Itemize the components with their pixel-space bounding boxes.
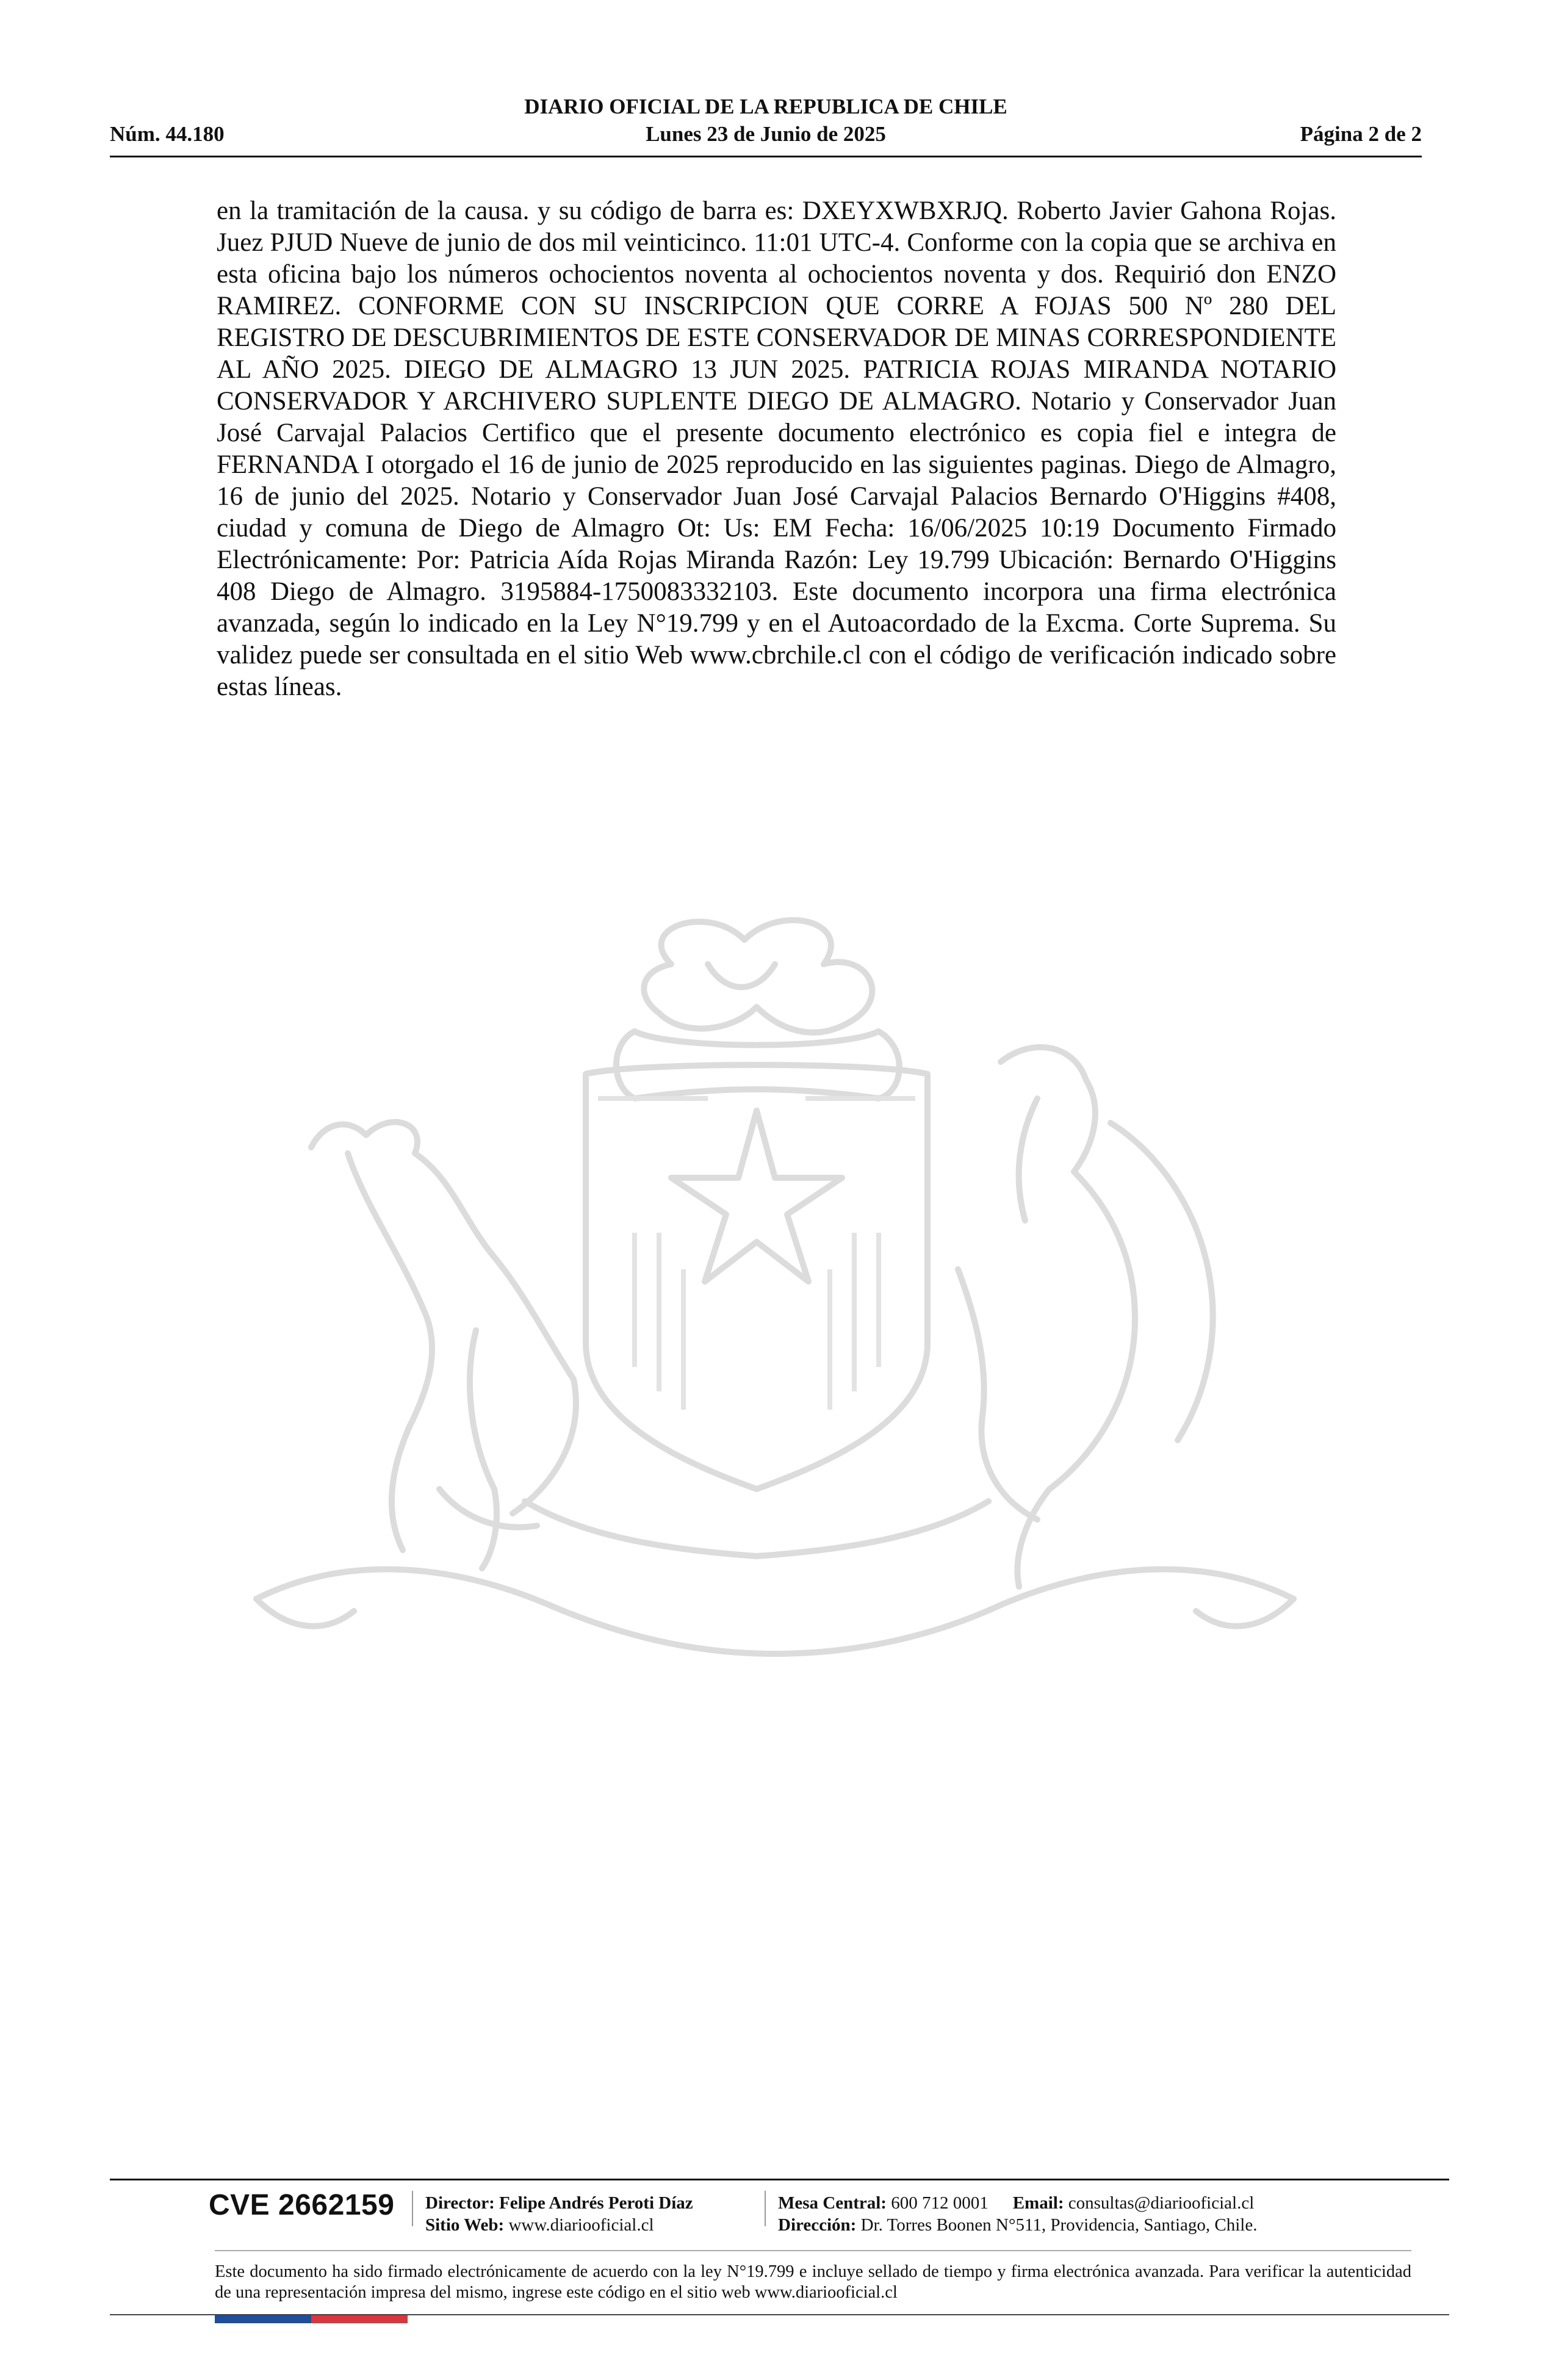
footer-separator <box>765 2191 766 2226</box>
mesa-phone: 600 712 0001 <box>891 2193 989 2213</box>
address-line <box>778 2214 1257 2236</box>
footer-director-column <box>425 2192 693 2236</box>
address-value: Dr. Torres Boonen N°511, Providencia, Santiago, Chile. <box>860 2215 1258 2235</box>
document-body-text: en la tramitación de la causa. y su código de barra es: DXEYXWBXRJQ. Roberto Javier Gahona Rojas. Juez PJUD Nueve de junio de dos mil veinticinco. 11:01 UTC-4. Conforme con la copia que se archiva en esta oficina bajo los números ochocientos noventa al ochocientos noventa y dos. Requirió don ENZO RAMIREZ. CONFORME CON SU INSCRIPCION QUE CORRE A FOJAS 500 Nº 280 DEL REGISTRO DE DESCUBRIMIENTOS DE ESTE CONSERVADOR DE MINAS CORRESPONDIENTE AL AÑO 2025. DIEGO DE ALMAGRO 13 JUN 2025. PATRICIA ROJAS MIRANDA NOTARIO CONSERVADOR Y ARCHIVERO SUPLENTE DIEGO DE ALMAGRO. Notario y Conservador Juan José Carvajal Palacios Certifico que el presente documento electrónico es copia fiel e integra de FERNANDA I otorgado el 16 de junio de 2025 reproducido en las siguientes paginas. Diego de Almagro, 16 de junio del 2025. Notario y Conservador Juan José Carvajal Palacios Bernardo O'Higgins #408, ciudad y comuna de Diego de Almagro Ot: Us: EM Fecha: 16/06/2025 10:19 Documento Firmado Electrónicamente: Por: Patricia Aída Rojas Miranda Razón: Ley 19.799 Ubicación: Bernardo O'Higgins 408 Diego de Almagro. 3195884-1750083332103. Este documento incorpora una firma electrónica avanzada, según lo indicado en la Ley N°19.799 y en el Autoacordado de la Excma. Corte Suprema. Su validez puede ser consultada en el sitio Web www.cbrchile.cl con el código de verificación indicado sobre estas líneas. <box>217 197 1336 701</box>
mesa-label: Mesa Central: <box>778 2193 887 2213</box>
header-info-row <box>110 122 1422 150</box>
contact-line <box>778 2192 1257 2214</box>
coat-of-arms-watermark-icon <box>207 891 1349 1697</box>
footer-top-divider <box>110 2179 1449 2180</box>
address-label: Dirección: <box>778 2215 857 2235</box>
footer-contact-column <box>778 2192 1257 2236</box>
header-divider <box>110 156 1422 157</box>
director-name: Felipe Andrés Peroti Díaz <box>499 2193 693 2213</box>
page-footer <box>110 2179 1449 2331</box>
footer-mid-divider <box>215 2250 1411 2251</box>
issue-number: Núm. 44.180 <box>110 122 225 146</box>
email-label: Email: <box>1012 2193 1064 2213</box>
director-line <box>425 2192 693 2214</box>
gazette-title: DIARIO OFICIAL DE LA REPUBLICA DE CHILE <box>524 95 1007 118</box>
website-label: Sitio Web: <box>425 2215 505 2235</box>
email-link[interactable]: consultas@diariooficial.cl <box>1068 2193 1255 2213</box>
website-link[interactable]: www.diariooficial.cl <box>508 2215 654 2235</box>
page-indicator: Página 2 de 2 <box>1300 122 1422 146</box>
footer-separator <box>412 2191 413 2226</box>
flag-stripe <box>215 2315 408 2323</box>
flag-red-segment <box>311 2315 408 2323</box>
flag-blue-segment <box>215 2315 311 2323</box>
signature-note: Este documento ha sido firmado electrónicamente de acuerdo con la ley N°19.799 e incluye sellado de tiempo y firma electrónica avanzada. Para verificar la autenticidad de una representación impresa del mismo, ingrese este código en el sitio web www.diariooficial.cl <box>215 2262 1411 2302</box>
director-label: Director: <box>425 2193 495 2213</box>
issue-date: Lunes 23 de Junio de 2025 <box>646 122 886 146</box>
page-header <box>110 95 1422 160</box>
cve-code: CVE 2662159 <box>209 2189 395 2221</box>
website-line <box>425 2214 693 2236</box>
